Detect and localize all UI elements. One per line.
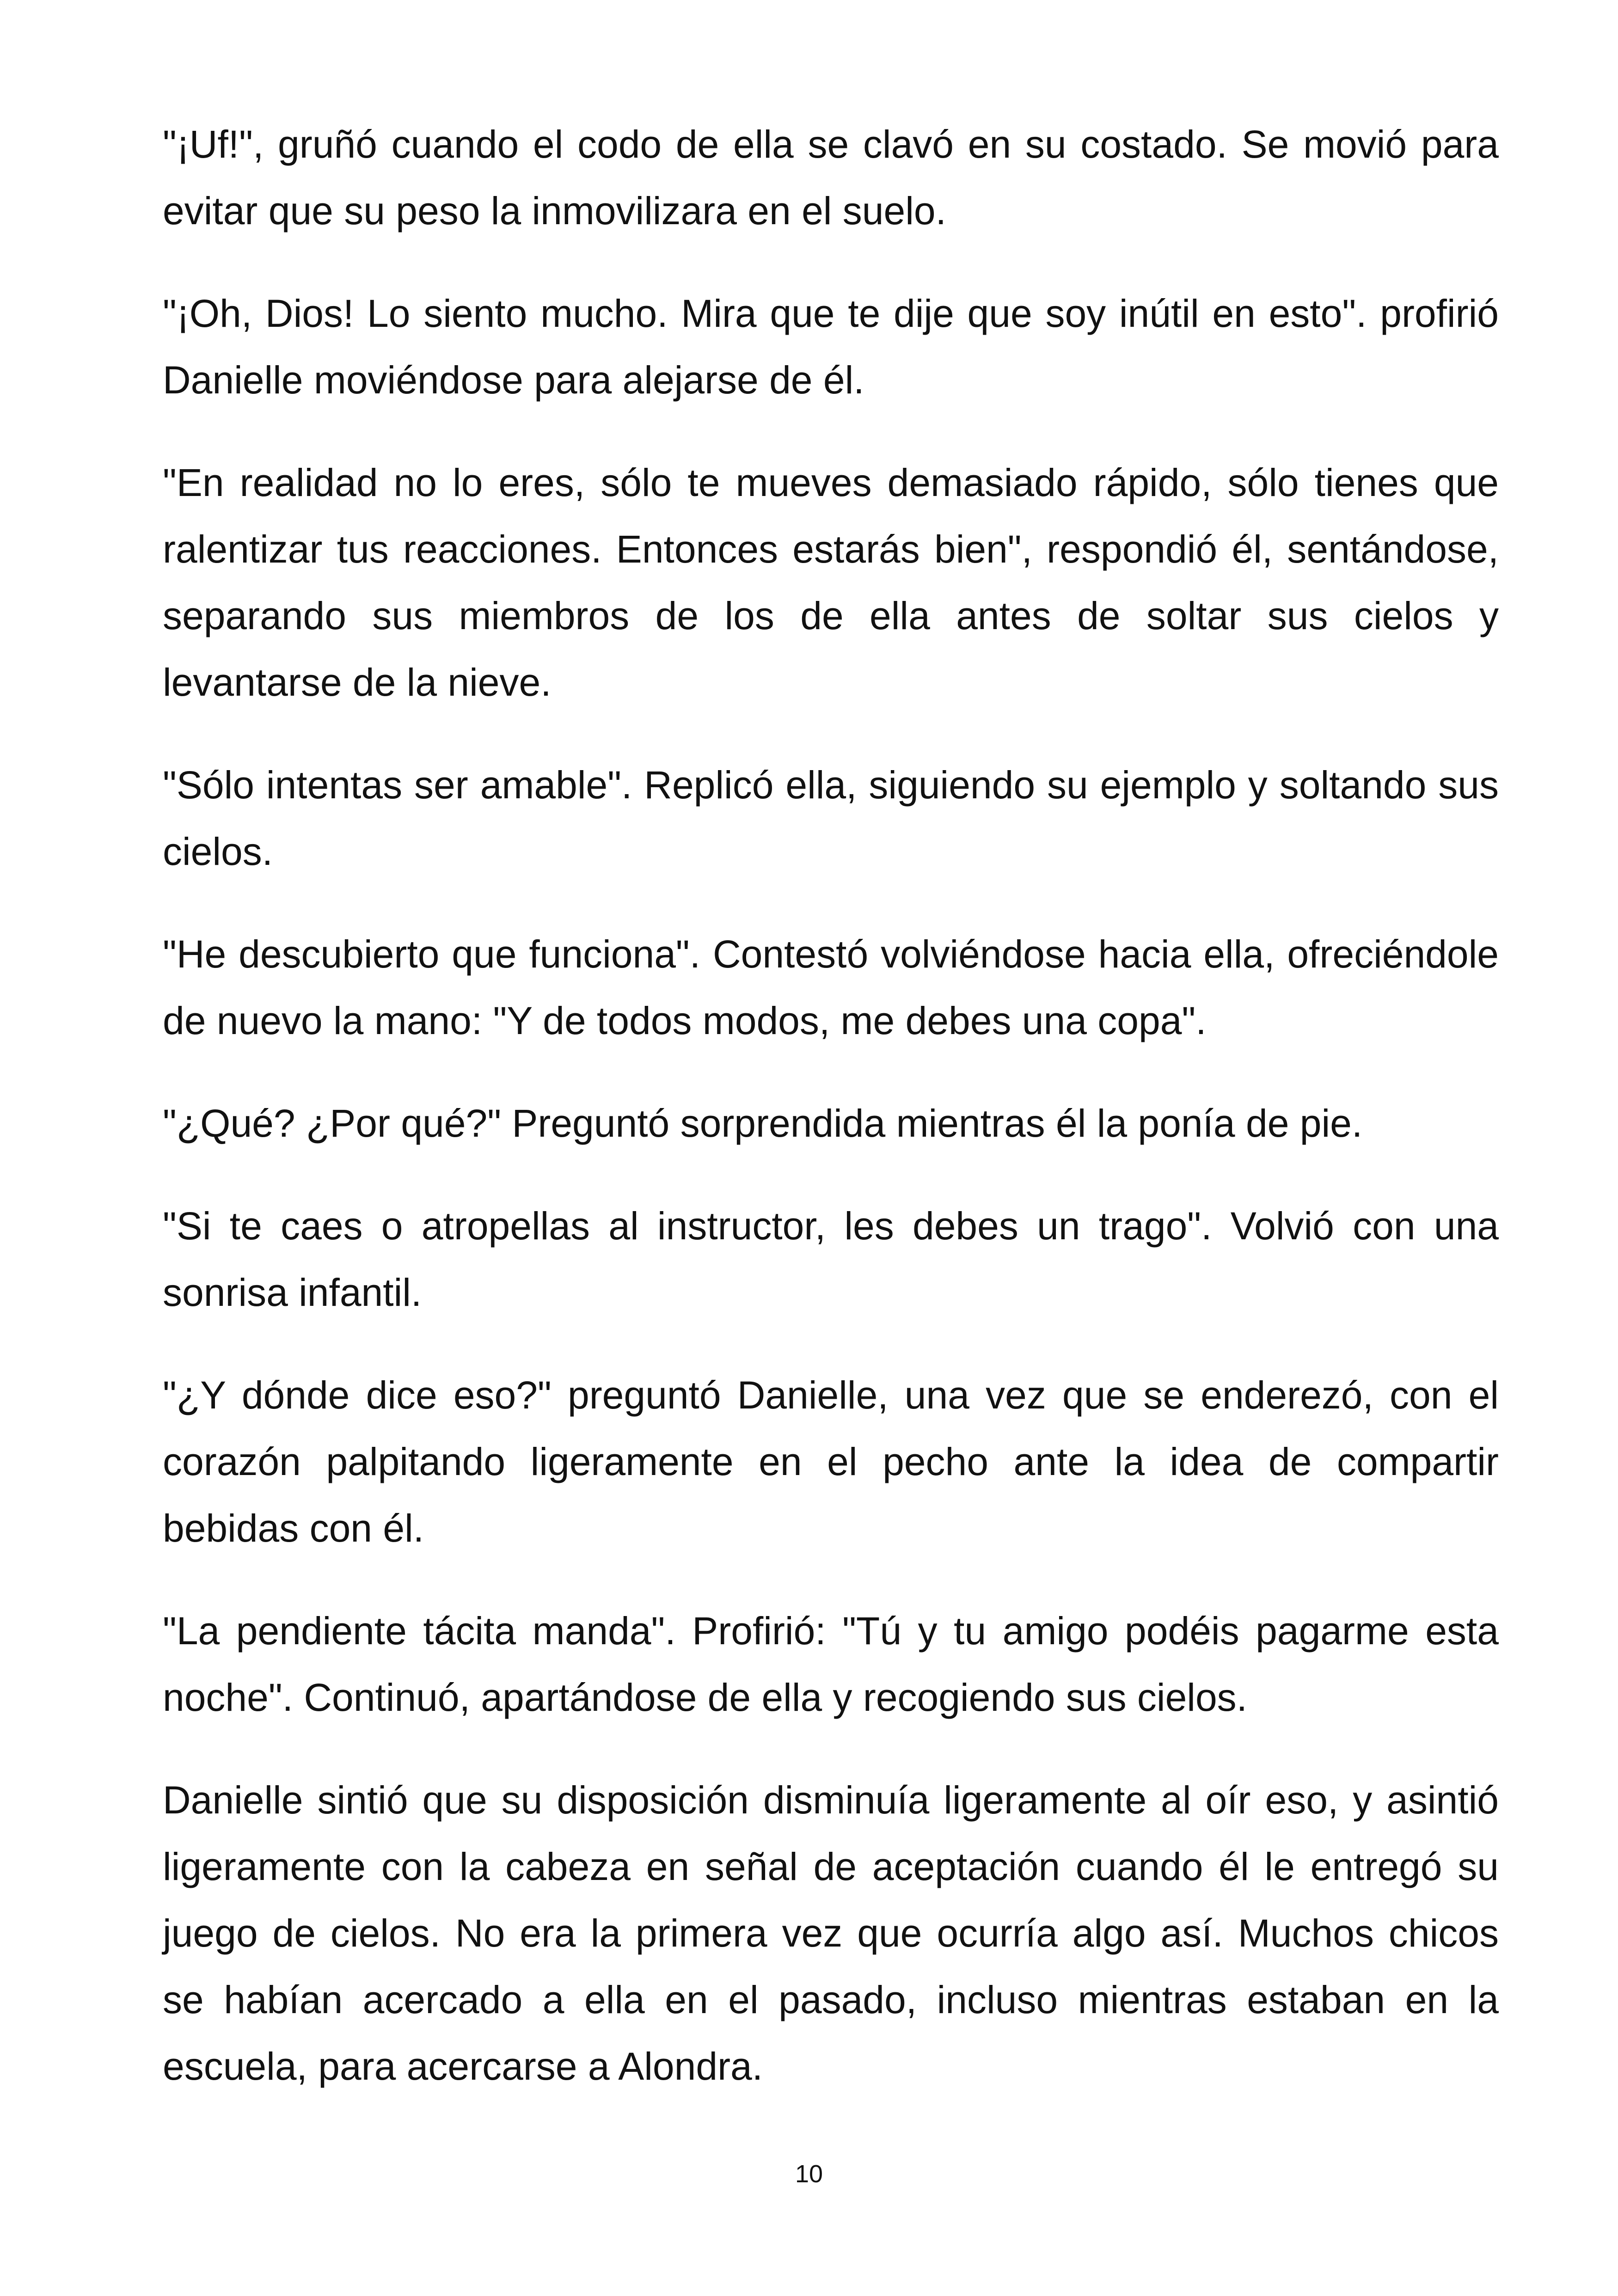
paragraph-10: Danielle sintió que su disposición disminuía ligeramente al oír eso, y asintió ligeramente con la cabeza en señal de aceptación cuando él le entregó su juego de cielos. No era la primera vez que ocurría algo así. Muchos chicos se habían acercado a ella en el pasado, incluso mientras estaban en la escuela, para acercarse a Alondra.: [163, 1778, 1499, 2088]
page-number: 10: [795, 2160, 823, 2188]
paragraph-5: "He descubierto que funciona". Contestó volviéndose hacia ella, ofreciéndole de nuevo la mano: "Y de todos modos, me debes una copa".: [163, 932, 1499, 1042]
paragraph-1: "¡Uf!", gruñó cuando el codo de ella se clavó en su costado. Se movió para evitar que su peso la inmovilizara en el suelo.: [163, 122, 1499, 233]
paragraph-8: "¿Y dónde dice eso?" preguntó Danielle, una vez que se enderezó, con el corazón palpitando ligeramente en el pecho ante la idea de compartir bebidas con él.: [163, 1373, 1499, 1550]
paragraph-6: "¿Qué? ¿Por qué?" Preguntó sorprendida mientras él la ponía de pie.: [163, 1102, 1363, 1145]
paragraph-2: "¡Oh, Dios! Lo siento mucho. Mira que te dije que soy inútil en esto". profirió Danielle moviéndose para alejarse de él.: [163, 292, 1499, 402]
paragraph-3: "En realidad no lo eres, sólo te mueves demasiado rápido, sólo tienes que ralentizar tus reacciones. Entonces estarás bien", respondió él, sentándose, separando sus miembros de los de ella antes de soltar sus cielos y levantarse de la nieve.: [163, 461, 1499, 704]
paragraph-9: "La pendiente tácita manda". Profirió: "Tú y tu amigo podéis pagarme esta noche". Continuó, apartándose de ella y recogiendo sus cielos.: [163, 1609, 1499, 1719]
body-text: [163, 111, 1499, 2100]
paragraph-4: "Sólo intentas ser amable". Replicó ella, siguiendo su ejemplo y soltando sus cielos.: [163, 763, 1499, 873]
paragraph-7: "Si te caes o atropellas al instructor, les debes un trago". Volvió con una sonrisa infantil.: [163, 1204, 1499, 1314]
